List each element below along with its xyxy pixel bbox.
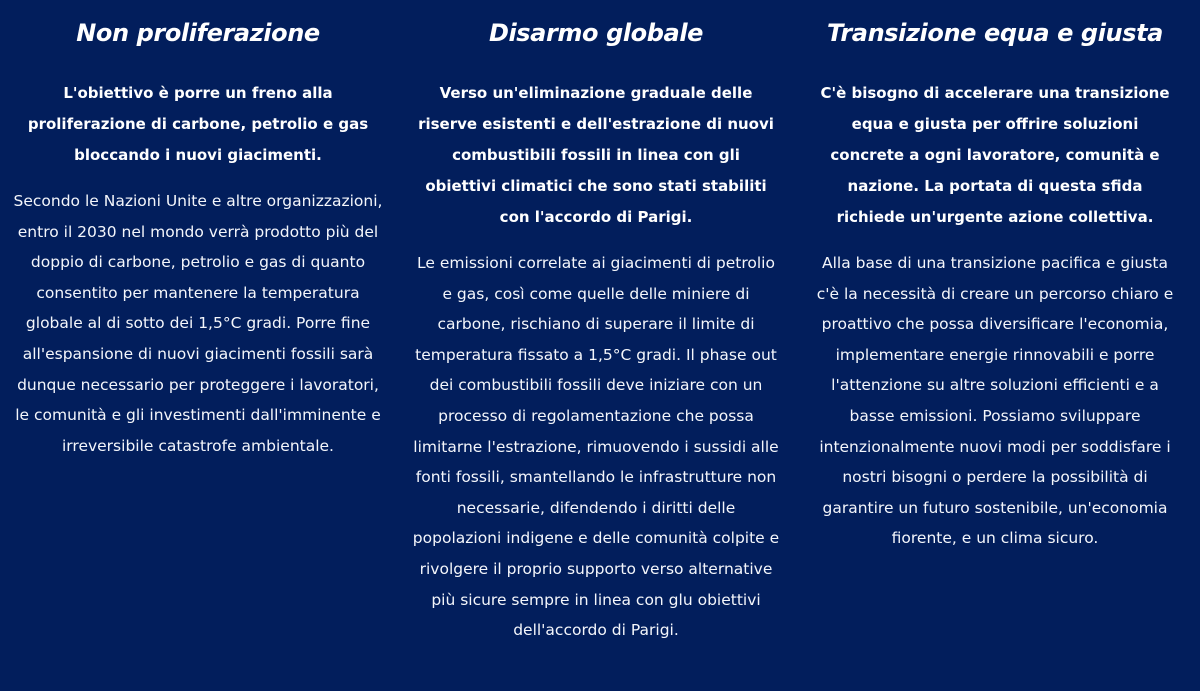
column-title: Transizione equa e giusta — [827, 19, 1163, 47]
column-transizione-equa — [805, 0, 1185, 554]
column-body: Alla base di una transizione pacifica e giusta c'è la necessità di creare un percorso chiaro e proattivo che possa diversificare l'economia, implementare energie rinnovabili e porre l'attenzione su altre soluzioni efficienti e a basse emissioni. Possiamo sviluppare intenzionalmente nuovi modi per soddisfare i nostri bisogni o perdere la possibilità di garantire un futuro sostenibile, un'economia fiorente, e un clima sicuro. — [816, 254, 1174, 548]
column-body: Le emissioni correlate ai giacimenti di petrolio e gas, così come quelle delle miniere di carbone, rischiano di superare il limite di temperatura fissato a 1,5°C gradi. Il phase out dei combustibili fossili deve iniziare con un processo di regolamentazione che possa limitarne l'estrazione, rimuovendo i sussidi alle fonti fossili, smantellando le infrastrutture non necessarie, difendendo i diritti delle popolazioni indigene e delle comunità colpite e rivolgere il proprio supporto verso alternative più sicure sempre in linea con glu obiettivi dell'accordo di Parigi. — [412, 254, 780, 640]
column-non-proliferazione — [8, 0, 388, 461]
column-disarmo-globale — [406, 0, 786, 646]
column-title: Non proliferazione — [76, 19, 320, 47]
column-lead: C'è bisogno di accelerare una transizione equa e giusta per offrire soluzioni concrete a ogni lavoratore, comunità e nazione. La portata di questa sfida richiede un'urgente azione collettiva. — [820, 84, 1170, 226]
column-body: Secondo le Nazioni Unite e altre organizzazioni, entro il 2030 nel mondo verrà prodotto più del doppio di carbone, petrolio e gas di quanto consentito per mantenere la temperatura globale al di sotto dei 1,5°C gradi. Porre fine all'espansione di nuovi giacimenti fossili sarà dunque necessario per proteggere i lavoratori, le comunità e gli investimenti dall'imminente e irreversibile catastrofe ambientale. — [13, 192, 383, 455]
column-title: Disarmo globale — [488, 19, 704, 47]
column-lead: L'obiettivo è porre un freno alla proliferazione di carbone, petrolio e gas bloccando i nuovi giacimenti. — [27, 84, 369, 164]
column-lead: Verso un'eliminazione graduale delle riserve esistenti e dell'estrazione di nuovi combustibili fossili in linea con gli obiettivi climatici che sono stati stabiliti con l'accordo di Parigi. — [418, 84, 774, 226]
